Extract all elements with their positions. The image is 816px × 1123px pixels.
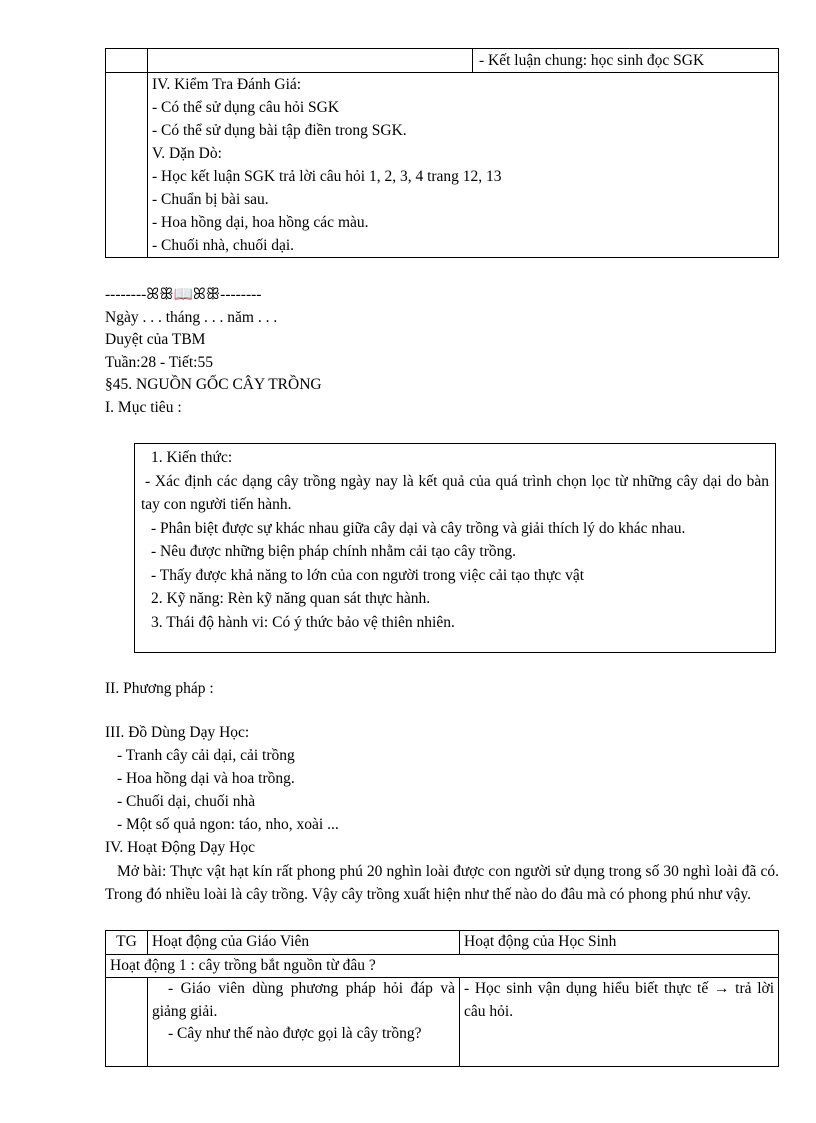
intro-paragraph: Mở bài: Thực vật hạt kín rất phong phú 20 nghìn loài được con người sử dụng trong số 30 nghì loài đã có. Trong đó nhiều loài là cây trồng. Vậy cây trồng xuất hiện như thế nào do đâu mà có phong phú như vậy. <box>105 863 779 903</box>
list-item: - Có thể sử dụng bài tập điền trong SGK. <box>152 122 407 139</box>
list-item: - Một số quả ngon: táo, nho, xoài ... <box>117 816 339 833</box>
activity-table <box>105 930 779 1067</box>
header-tg: TG <box>106 931 148 955</box>
tg-cell <box>106 73 148 258</box>
table-row <box>106 978 779 1067</box>
objective-item: - Phân biệt được sự khác nhau giữa cây dại và cây trồng và giải thích lý do khác nhau. <box>151 519 686 537</box>
knowledge-heading: 1. Kiến thức: <box>151 449 233 466</box>
lesson-title: §45. NGUỒN GỐC CÂY TRỒNG <box>105 376 322 393</box>
list-item: IV. Kiểm Tra Đánh Giá: <box>152 76 302 93</box>
previous-lesson-table <box>105 48 779 258</box>
teacher-item: - Giáo viên dùng phương pháp hỏi đáp và giảng giải. <box>152 980 455 1020</box>
tg-cell <box>106 978 148 1067</box>
table-row <box>106 954 779 978</box>
student-cell <box>460 978 779 1067</box>
tg-cell <box>106 49 148 73</box>
list-item: - Hoa hồng dại, hoa hồng các màu. <box>152 214 369 231</box>
objective-item: - Thấy được khả năng to lớn của con người trong việc cải tạo thực vật <box>151 566 585 584</box>
objective-item: - Nêu được những biện pháp chính nhằm cải tạo cây trồng. <box>151 543 517 560</box>
week-line: Tuần:28 - Tiết:55 <box>105 354 213 371</box>
header-student: Hoạt động của Học Sinh <box>460 931 779 955</box>
date-line: Ngày . . . tháng . . . năm . . . <box>105 309 278 326</box>
table-row <box>106 49 779 73</box>
header-teacher: Hoạt động của Giáo Viên <box>148 931 460 955</box>
list-item: - Học kết luận SGK trả lời câu hỏi 1, 2, 3, 4 trang 12, 13 <box>152 168 502 185</box>
objectives-box <box>134 443 776 653</box>
approval-line: Duyệt của TBM <box>105 331 206 348</box>
objectives-heading: I. Mục tiêu : <box>105 399 182 416</box>
teacher-cell <box>148 978 460 1067</box>
list-item: - Tranh cây cải dại, cải trồng <box>117 747 295 764</box>
list-item: - Chuối dại, chuối nhà <box>117 793 256 810</box>
teacher-cell <box>148 49 473 73</box>
list-item: - Có thể sử dụng câu hỏi SGK <box>152 99 340 116</box>
materials-heading: III. Đồ Dùng Dạy Học: <box>105 724 250 741</box>
conclusion-text: - Kết luận chung: học sinh đọc SGK <box>479 52 705 69</box>
skills-line: 2. Kỹ năng: Rèn kỹ năng quan sát thực hành. <box>151 590 431 607</box>
activities-heading: IV. Hoạt Động Dạy Học <box>105 839 255 856</box>
table-header-row <box>106 931 779 955</box>
objective-item: - Xác định các dạng cây trồng ngày nay là kết quả của quá trình chọn lọc từ những cây dại do bàn tay con người tiến hành. <box>141 472 769 513</box>
assessment-cell <box>148 73 779 258</box>
activity1-title: Hoạt động 1 : cây trồng bắt nguồn từ đâu ? <box>106 954 779 978</box>
list-item: - Chuối nhà, chuối dại. <box>152 237 295 254</box>
method-heading: II. Phương pháp : <box>105 680 214 697</box>
conclusion-cell <box>473 49 779 73</box>
list-item: - Hoa hồng dại và hoa trồng. <box>117 770 295 787</box>
teacher-item: - Cây như thế nào được gọi là cây trồng? <box>168 1025 422 1042</box>
student-item: - Học sinh vận dụng hiểu biết thực tế → trả lời câu hỏi. <box>464 980 774 1020</box>
decorative-separator: --------ꕤꕥ📖ꕤꕥ-------- <box>105 286 262 303</box>
list-item: V. Dặn Dò: <box>152 145 222 162</box>
list-item: - Chuẩn bị bài sau. <box>152 191 269 208</box>
table-row <box>106 73 779 258</box>
attitude-line: 3. Thái độ hành vi: Có ý thức bảo vệ thiên nhiên. <box>151 613 455 631</box>
